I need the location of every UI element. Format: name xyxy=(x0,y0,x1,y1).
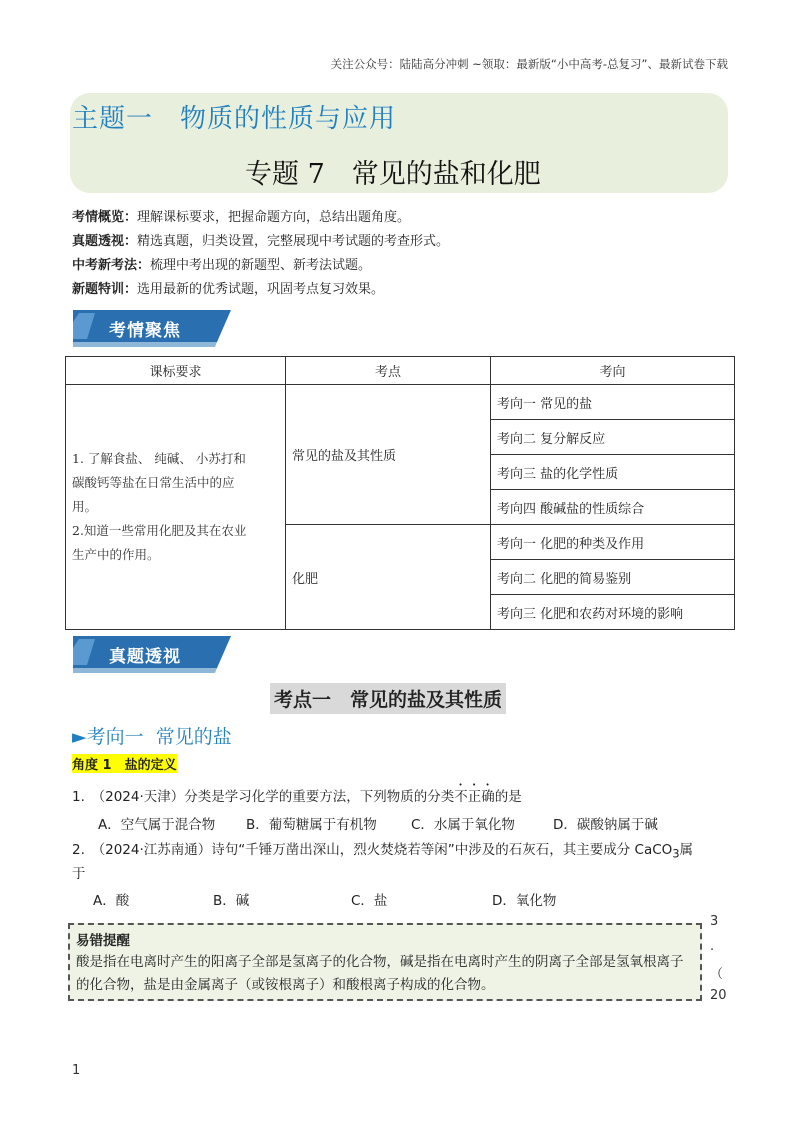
question-2-stem-text: 2. （2024·江苏南通）诗句“千锤万凿出深山，烈火焚烧若等闲”中涉及的石灰石，其主要成分 CaCO xyxy=(72,842,673,858)
table-header-cell: 课标要求 xyxy=(66,357,286,385)
direction-cell: 考向一 常见的盐 xyxy=(491,385,735,420)
topic-title: 专题 7 常见的盐和化肥 xyxy=(245,159,541,190)
direction-cell: 考向四 酸碱盐的性质综合 xyxy=(491,490,735,525)
page-number: 1 xyxy=(72,1063,81,1078)
table-header-cell: 考点 xyxy=(286,357,491,385)
direction-cell: 考向二 复分解反应 xyxy=(491,420,735,455)
direction-cell: 考向三 盐的化学性质 xyxy=(491,455,735,490)
table-header-cell: 考向 xyxy=(491,357,735,385)
question-1-stem-end: 的是 xyxy=(494,789,522,805)
angle-label: 角度 1 盐的定义 xyxy=(72,754,177,773)
header-note: 关注公众号：陆陆高分冲刺 ~领取：最新版“小中高考-总复习”、最新试卷下载 xyxy=(330,57,728,71)
side-fragment: （ xyxy=(710,967,724,982)
intro-line-real-questions xyxy=(72,230,449,249)
intro-label: 中考新考法： xyxy=(72,258,151,273)
side-fragment: 3 xyxy=(710,914,719,929)
direction-cell: 考向二 化肥的简易鉴别 xyxy=(491,560,735,595)
question-1-option-d: D．碳酸钠属于碱 xyxy=(553,817,658,833)
question-2-option-b: B．碱 xyxy=(213,893,250,909)
question-1-stem xyxy=(72,781,522,805)
theme-title: 主题一 物质的性质与应用 xyxy=(72,104,397,134)
banner-focus xyxy=(73,310,228,344)
intro-label: 真题透视： xyxy=(72,234,138,249)
requirement-line: 2.知道一些常用化肥及其在农业 xyxy=(72,523,247,538)
intro-line-training xyxy=(72,278,384,297)
question-2-subscript: 3 xyxy=(672,847,680,861)
banner-real-questions xyxy=(73,636,228,670)
requirement-line: 1. 了解食盐、 纯碱、 小苏打和 xyxy=(72,451,246,466)
question-2-stem-continued: 于 xyxy=(72,866,86,882)
side-fragment: 20 xyxy=(710,988,727,1003)
question-2-stem xyxy=(72,838,693,861)
exam-point-cell: 常见的盐及其性质 xyxy=(286,385,491,525)
question-1-option-c: C．水属于氧化物 xyxy=(411,817,515,833)
tip-text: 酸是指在电离时产生的阳离子全部是氢离子的化合物，碱是指在电离时产生的阴离子全部是氢氧根离子的化合物，盐是由金属离子（或铵根离子）和酸根离子构成的化合物。 xyxy=(76,954,684,993)
intro-line-overview xyxy=(72,206,410,225)
tip-title: 易错提醒 xyxy=(76,933,130,949)
question-1-option-b: B．葡萄糖属于有机物 xyxy=(246,817,377,833)
requirement-cell xyxy=(66,385,286,630)
exam-point-cell: 化肥 xyxy=(286,525,491,630)
requirement-line: 碳酸钙等盐在日常生活中的应 xyxy=(72,475,235,490)
intro-text: 理解课标要求，把握命题方向，总结出题角度。 xyxy=(137,210,411,225)
question-1-emphasis: 不正确 xyxy=(454,789,495,805)
question-2-option-d: D．氧化物 xyxy=(492,893,557,909)
side-fragment: . xyxy=(710,939,715,954)
table-header-row xyxy=(66,357,735,385)
section-heading: 考点一 常见的盐及其性质 xyxy=(270,683,506,714)
sub-heading: ►考向一 常见的盐 xyxy=(72,726,232,748)
direction-cell: 考向一 化肥的种类及作用 xyxy=(491,525,735,560)
banner-focus-label: 考情聚焦 xyxy=(109,321,181,341)
banner-real-questions-label: 真题透视 xyxy=(109,647,181,667)
intro-text: 梳理中考出现的新题型、新考法试题。 xyxy=(150,258,372,273)
direction-cell: 考向三 化肥和农药对环境的影响 xyxy=(491,595,735,630)
overview-table xyxy=(65,356,735,630)
question-2-stem-tail: 属 xyxy=(679,842,693,858)
question-1-stem-text: 1. （2024·天津）分类是学习化学的重要方法，下列物质的分类 xyxy=(72,789,455,805)
requirement-line: 生产中的作用。 xyxy=(72,547,160,562)
question-2-option-c: C．盐 xyxy=(351,893,388,909)
intro-text: 精选真题，归类设置，完整展现中考试题的考查形式。 xyxy=(137,234,450,249)
intro-text: 选用最新的优秀试题，巩固考点复习效果。 xyxy=(137,282,385,297)
intro-label: 考情概览： xyxy=(72,210,138,225)
intro-line-new-methods xyxy=(72,254,371,273)
requirement-line: 用。 xyxy=(72,499,98,514)
question-1-option-a: A．空气属于混合物 xyxy=(98,817,216,833)
intro-label: 新题特训： xyxy=(72,282,138,297)
question-2-option-a: A．酸 xyxy=(93,893,130,909)
